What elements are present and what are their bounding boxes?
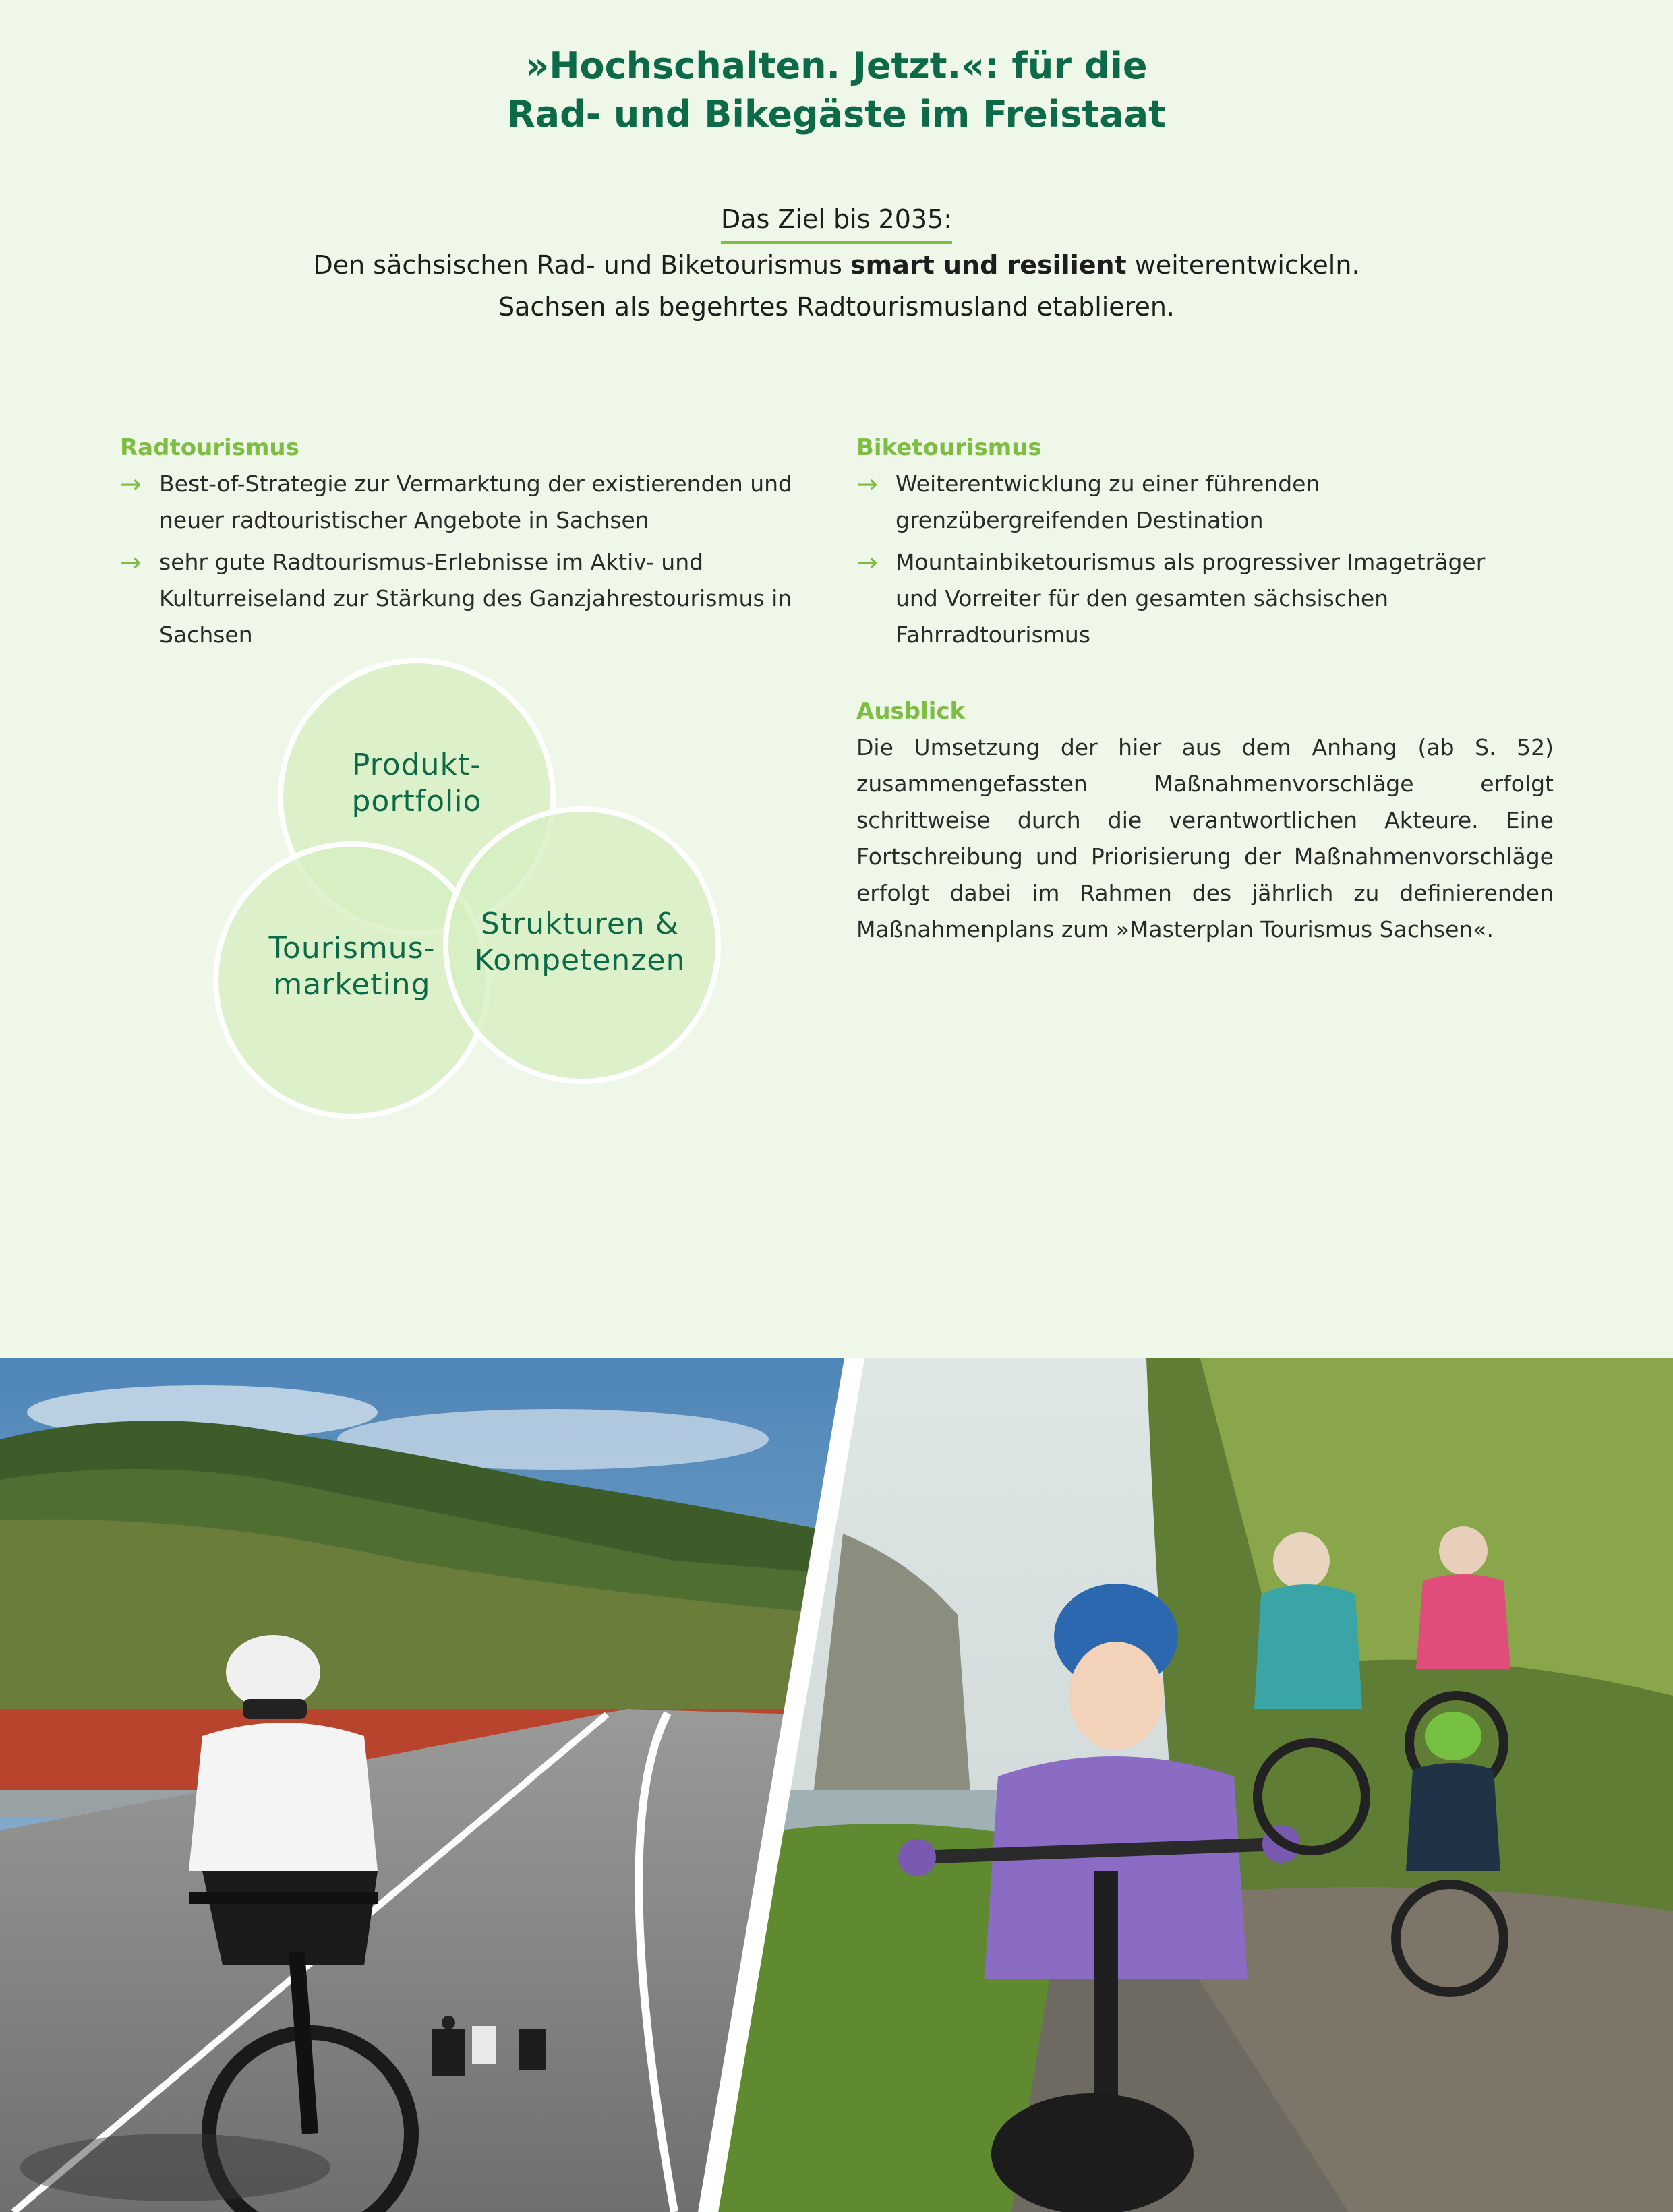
ausblick-heading: Ausblick <box>856 698 966 725</box>
goal-line-2: Sachsen als begehrtes Radtourismusland etablieren. <box>498 292 1175 322</box>
list-item-text: Mountainbiketourismus als progressiver Imageträger und Vorreiter für den gesamten sächsischen Fahrradtourismus <box>896 549 1486 648</box>
goal-line-1-post: weiterentwickeln. <box>1126 250 1360 280</box>
venn-label-marketing-line-2: marketing <box>273 967 431 1002</box>
ausblick-section <box>856 693 1554 948</box>
venn-label-strukturen-line-1: Strukturen & <box>480 907 680 941</box>
venn-label-strukturen <box>465 906 695 979</box>
venn-label-marketing <box>244 930 460 1003</box>
venn-diagram <box>202 647 742 1133</box>
list-item <box>856 544 1531 653</box>
arrow-right-icon: → <box>856 469 878 499</box>
list-item-text: sehr gute Radtourismus-Erlebnisse im Aktiv- und Kulturreiseland zur Stärkung des Ganzjahrestourismus in Sachsen <box>159 549 792 648</box>
list-item <box>856 466 1531 539</box>
biketourismus-heading: Biketourismus <box>856 434 1042 461</box>
arrow-right-icon: → <box>120 547 142 577</box>
arrow-right-icon: → <box>856 547 878 577</box>
list-item-text: Best-of-Strategie zur Vermarktung der existierenden und neuer radtouristischer Angebote in Sachsen <box>159 471 793 533</box>
venn-label-produkt <box>316 747 518 820</box>
goal-line-1 <box>0 244 1673 286</box>
biketourismus-section <box>856 429 1531 659</box>
photo-strip <box>0 1358 1673 2212</box>
title-line-1: »Hochschalten. Jetzt.«: für die <box>525 44 1148 87</box>
venn-label-produkt-line-2: portfolio <box>351 784 482 818</box>
goal-heading: Das Ziel bis 2035: <box>721 198 952 244</box>
list-item-text: Weiterentwicklung zu einer führenden grenzübergreifenden Destination <box>896 471 1320 533</box>
list-item <box>120 544 794 653</box>
title-line-2: Rad- und Bikegäste im Freistaat <box>507 93 1166 136</box>
radtourismus-section <box>120 429 794 659</box>
venn-label-produkt-line-1: Produkt- <box>351 748 482 782</box>
list-item <box>120 466 794 539</box>
venn-circles <box>202 647 742 1133</box>
photo-collage <box>0 1358 1673 2212</box>
page-title <box>0 42 1673 139</box>
arrow-right-icon: → <box>120 469 142 499</box>
radtourismus-heading: Radtourismus <box>120 434 299 461</box>
family-cycling-photo <box>708 1358 1673 2212</box>
goal-block <box>0 198 1673 328</box>
goal-line-1-bold: smart und resilient <box>850 250 1127 280</box>
goal-line-1-pre: Den sächsischen Rad- und Biketourismus <box>313 250 850 280</box>
ausblick-text: Die Umsetzung der hier aus dem Anhang (ab S. 52) zusammengefassten Maßnahmenvorschläge erfolgt schrittweise durch die verantwortlichen Akteure. Eine Fortschreibung und Priorisierung der Maßnahmenvorschläge erfolgt dabei im Rahmen des jährlich zu definierenden Maßnahmenplans zum »Masterplan Tourismus Sachsen«. <box>856 734 1554 943</box>
venn-label-strukturen-line-2: Kompetenzen <box>474 943 686 978</box>
venn-label-marketing-line-1: Tourismus- <box>268 931 436 965</box>
